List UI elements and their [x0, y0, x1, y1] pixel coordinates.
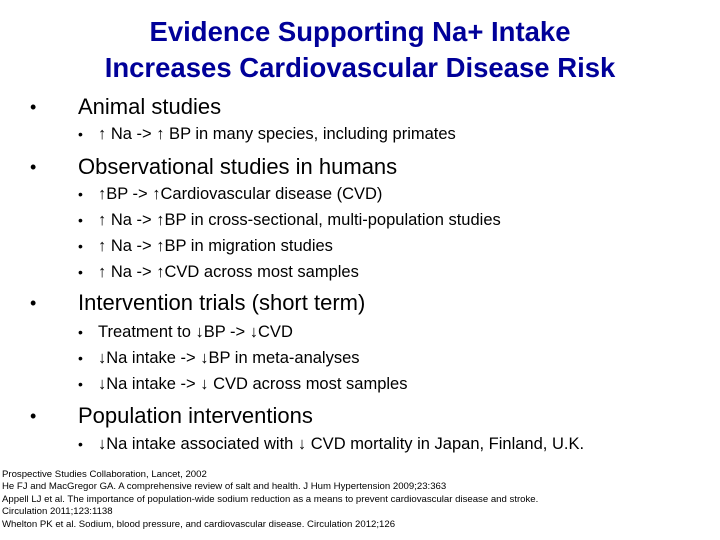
- sub-bullet-text: ↓Na intake -> ↓BP in meta-analyses: [98, 349, 360, 367]
- bullet-icon: •: [78, 324, 83, 340]
- bullet-icon: •: [78, 212, 83, 228]
- bullet-icon: •: [78, 186, 83, 202]
- references: [2, 469, 538, 531]
- sub-bullet-text: ↑ Na -> ↑CVD across most samples: [98, 263, 359, 281]
- sub-bullet-text: ↑BP -> ↑Cardiovascular disease (CVD): [98, 185, 383, 203]
- bullet-icon: •: [78, 238, 83, 254]
- reference-line: Whelton PK et al. Sodium, blood pressure, and cardiovascular disease. Circulation 2012;126: [2, 518, 396, 530]
- reference-line: Circulation 2011;123:1138: [2, 506, 113, 518]
- sub-bullet-text: ↓Na intake -> ↓ CVD across most samples: [98, 375, 408, 393]
- bullet-icon: •: [78, 350, 83, 366]
- bullet-icon: •: [30, 406, 37, 426]
- slide-title-line-2: Increases Cardiovascular Disease Risk: [104, 52, 616, 83]
- bullet-icon: •: [30, 157, 37, 177]
- section-heading: Observational studies in humans: [78, 154, 398, 179]
- reference-line: Appell LJ et al. The importance of population-wide sodium reduction as a means to prevent cardiovascular disease and stroke.: [2, 493, 539, 505]
- bullet-icon: •: [30, 293, 37, 313]
- slide-title-line-1: Evidence Supporting Na+ Intake: [149, 16, 571, 47]
- slide-title: [0, 14, 720, 86]
- sub-bullet-text: ↓Na intake associated with ↓ CVD mortality in Japan, Finland, U.K.: [98, 435, 585, 453]
- bullet-icon: •: [30, 97, 37, 117]
- sub-bullet-text: ↑ Na -> ↑ BP in many species, including primates: [98, 125, 456, 143]
- section-heading: Animal studies: [78, 94, 222, 119]
- sub-bullet-text: Treatment to ↓BP -> ↓CVD: [98, 323, 293, 341]
- reference-line: He FJ and MacGregor GA. A comprehensive review of salt and health. J Hum Hypertension 2009;23:363: [2, 481, 447, 493]
- bullet-icon: •: [78, 376, 83, 392]
- sub-bullet-text: ↑ Na -> ↑BP in cross-sectional, multi-population studies: [98, 211, 501, 229]
- bullet-icon: •: [78, 264, 83, 280]
- sub-bullet-text: ↑ Na -> ↑BP in migration studies: [98, 237, 333, 255]
- bullet-icon: •: [78, 126, 83, 142]
- bullet-icon: •: [78, 436, 83, 452]
- section-heading: Population interventions: [78, 403, 313, 428]
- reference-line: Prospective Studies Collaboration, Lancet, 2002: [2, 469, 207, 480]
- section-heading: Intervention trials (short term): [78, 290, 366, 315]
